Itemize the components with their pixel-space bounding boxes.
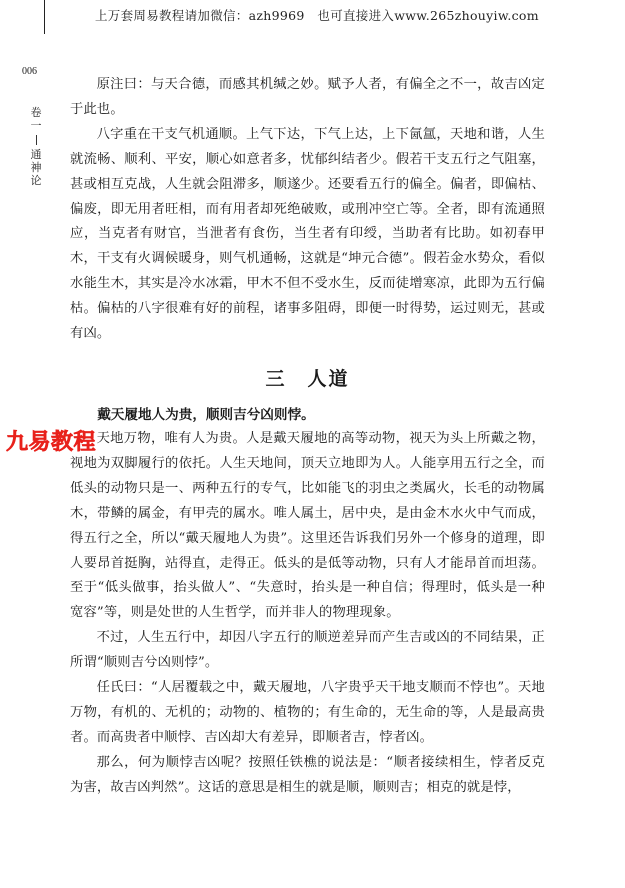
watermark-logo: 九易教程 bbox=[6, 430, 97, 455]
page-header-ad: 上万套周易教程请加微信：azh9969 也可直接进入www.265zhouyiw.com bbox=[95, 8, 539, 23]
page-body bbox=[70, 73, 545, 801]
paragraph: 那么，何为顺悖吉凶呢？按照任铁樵的说法是：“顺者接续相生，悖者反克为害，故吉凶判然”。这话的意思是相生的就是顺，顺则吉；相克的就是悖， bbox=[70, 754, 545, 795]
page-number: 006 bbox=[22, 66, 37, 77]
running-title bbox=[28, 106, 44, 187]
verse-heading: 戴天履地人为贵，顺则吉兮凶则悖。 bbox=[97, 406, 315, 423]
running-title-name: 通神论 bbox=[30, 148, 42, 187]
paragraph: 八字重在干支气机通顺。上气下达，下气上达，上下氤氲，天地和谐，人生就流畅、顺利、平安，顺心如意者多，忧郁纠结者少。假若干支五行之气阻塞，甚或相互克战，人生就会阻滞多，顺遂少。还要看五行的偏全。偏者，即偏枯、偏废，即无用者旺相，而有用者却死绝破败，或刑冲空亡等。全者，即有流通照应，当克者有财官，当泄者有食伤，当生者有印绶，当助者有比助。如初春甲木，干支有火调候暖身，则气机通畅，这就是“坤元合德”。假若金水势众，看似水能生木，其实是冷水冰霜，甲木不但不受水生，反而徒增寒凉，此即为五行偏枯。偏枯的八字很难有好的前程，诸事多阻碍，即便一时得势，运过则无，甚或有凶。 bbox=[70, 126, 545, 342]
section-heading: 三 人道 bbox=[265, 367, 350, 390]
paragraph: 任氏曰：“人居覆载之中，戴天履地，八字贵乎天干地支顺而不悖也”。天地万物，有机的、无机的；动物的、植物的；有生命的，无生命的等，人是最高贵者。而高贵者中顺悖、吉凶却大有差异，即顺者吉，悖者凶。 bbox=[70, 680, 545, 745]
running-title-divider bbox=[36, 135, 37, 145]
header-rule bbox=[44, 0, 45, 34]
running-title-volume: 卷一 bbox=[30, 106, 42, 132]
paragraph: 天地万物，唯有人为贵。人是戴天履地的高等动物，视天为头上所戴之物，视地为双脚履行的依托。人生天地间，顶天立地即为人。人能享用五行之全，而低头的动物只是一、两种五行的专气，比如能飞的羽虫之类属火，长毛的动物属木，带鳞的属金，有甲壳的属水。唯人属土，居中央，是由金木水火中气而成，得五行之全，所以“戴天履地人为贵”。这里还告诉我们另外一个修身的道理，即人要昂首挺胸，站得直，走得正。低头的是低等动物，只有人才能昂首而坦荡。至于“低头做事，抬头做人”、“失意时，抬头是一种自信；得理时，低头是一种宽容”等，则是处世的人生哲学，而并非人的物理现象。 bbox=[70, 430, 545, 621]
paragraph: 原注曰：与天合德，而感其机缄之妙。赋予人者，有偏全之不一，故吉凶定于此也。 bbox=[70, 77, 545, 117]
paragraph: 不过，人生五行中，却因八字五行的顺逆差异而产生吉或凶的不同结果，正所谓“顺则吉兮凶则悖”。 bbox=[70, 630, 545, 671]
